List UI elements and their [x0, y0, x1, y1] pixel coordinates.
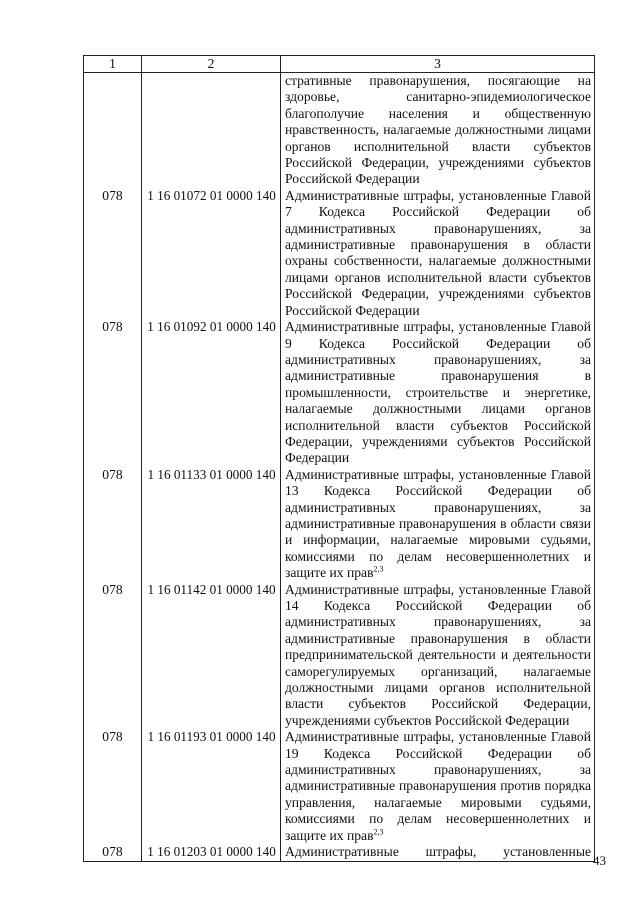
description-text: стративные правонарушения, посягающие на здоровье, санитарно-эпидемиологическое благополучие населения и общественную нравственность, налагаемые должностными лицами органов исполнительной власти субъектов Российской Федерации, учреждениями субъектов Российской Федерации: [285, 73, 591, 187]
kbk-code-cell: 1 16 01133 01 0000 140: [142, 467, 281, 582]
description-text: Административные штрафы, установленные: [285, 844, 591, 860]
kbk-code-cell: 1 16 01203 01 0000 140: [142, 844, 281, 861]
admin-code-cell: 078: [84, 188, 142, 319]
column-header-1: 1: [84, 56, 142, 73]
description-cell: [281, 582, 595, 730]
table-row: [84, 844, 595, 861]
description-cell: [281, 319, 595, 467]
table-row: [84, 582, 595, 730]
table-header-row: [84, 56, 595, 73]
kbk-code-cell: 1 16 01092 01 0000 140: [142, 319, 281, 467]
admin-code-cell: 078: [84, 319, 142, 467]
table-row: [84, 188, 595, 319]
description-cell: [281, 844, 595, 861]
kbk-code-cell: 1 16 01072 01 0000 140: [142, 188, 281, 319]
description-cell: [281, 188, 595, 319]
admin-code-cell: [84, 73, 142, 188]
description-text: Административные штрафы, установленные Главой 14 Кодекса Российской Федерации об административных правонарушениях, за административные правонарушения в области предпринимательской деятельности и деятельности саморегулируемых организаций, налагаемые должностными лицами органов исполнительной власти субъектов Российской Федерации, учреждениями субъектов Российской Федерации: [285, 581, 591, 728]
footnote-marker: 2,3: [373, 564, 384, 574]
table-row: [84, 729, 595, 844]
column-header-2: 2: [142, 56, 281, 73]
admin-code-cell: 078: [84, 844, 142, 861]
description-text: Административные штрафы, установленные Главой 9 Кодекса Российской Федерации об административных правонарушениях, за административные правонарушения в промышленности, строительстве и энергетике, налагаемые должностными лицами органов исполнительной власти субъектов Российской Федерации, учреждениями субъектов Российской Федерации: [285, 319, 591, 466]
description-text: Административные штрафы, установленные Главой 13 Кодекса Российской Федерации об административных правонарушениях, за административные правонарушения в области связи и информации, налагаемые мировыми судьями, комиссиями по делам несовершеннолетних и защите их прав: [285, 466, 591, 581]
column-header-3: 3: [281, 56, 595, 73]
description-text: Административные штрафы, установленные Главой 7 Кодекса Российской Федерации об административных правонарушениях, за административные правонарушения в области охраны собственности, налагаемые должностными лицами органов исполнительной власти субъектов Российской Федерации, учреждениями субъектов Российской Федерации: [285, 187, 591, 318]
description-text: Административные штрафы, установленные Главой 19 Кодекса Российской Федерации об административных правонарушениях, за административные правонарушения против порядка управления, налагаемые мировыми судьями, комиссиями по делам несовершеннолетних и защите их прав: [285, 729, 591, 843]
description-cell: [281, 467, 595, 582]
admin-code-cell: 078: [84, 582, 142, 730]
description-cell: [281, 729, 595, 844]
page-number: 43: [593, 853, 606, 868]
kbk-code-cell: [142, 73, 281, 188]
description-cell: [281, 73, 595, 188]
table-row: [84, 467, 595, 582]
admin-code-cell: 078: [84, 729, 142, 844]
admin-code-cell: 078: [84, 467, 142, 582]
table-row: [84, 73, 595, 188]
kbk-code-cell: 1 16 01142 01 0000 140: [142, 582, 281, 730]
table-row: [84, 319, 595, 467]
footnote-marker: 2,3: [373, 827, 384, 837]
budget-classification-table: [83, 55, 595, 862]
kbk-code-cell: 1 16 01193 01 0000 140: [142, 729, 281, 844]
